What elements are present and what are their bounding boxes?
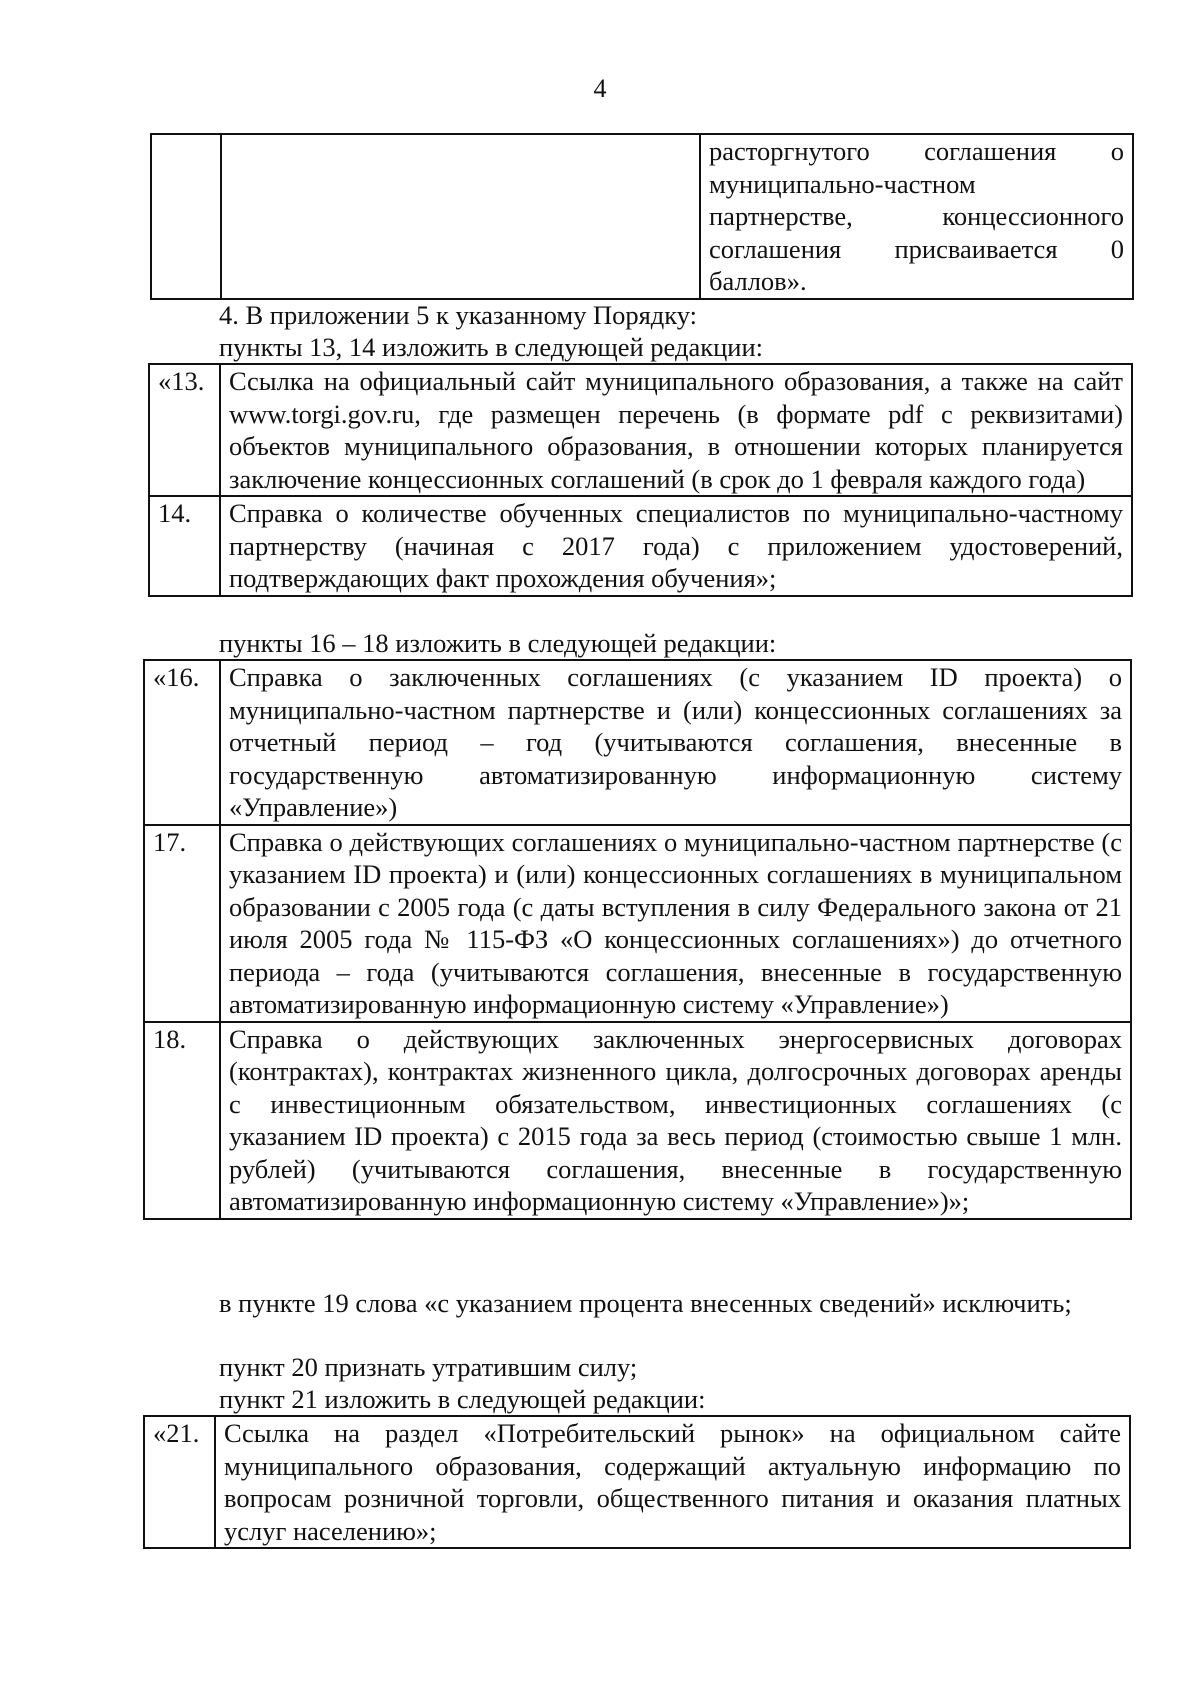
row-number: 17. xyxy=(144,825,220,1022)
table-continuation xyxy=(150,133,1134,300)
table-row xyxy=(144,825,1131,1022)
table-row xyxy=(149,364,1132,496)
paragraph-point-19: в пункте 19 слова «с указанием процента внесенных сведений» исключить; xyxy=(219,1288,1072,1318)
row-text: Справка о действующих соглашениях о муниципально-частном партнерстве (с указанием ID проекта) и (или) концессионных соглашениях в муниципальном образовании с 2005 года (с даты вступления в силу Федерального закона от 21 июля 2005 года № 115-ФЗ «О концессионных соглашениях») до отчетного периода – года (учитываются соглашения, внесенные в государственную автоматизированную информационную систему «Управление») xyxy=(220,825,1131,1022)
table-row xyxy=(144,1416,1130,1548)
row-number: «21. xyxy=(144,1416,215,1548)
table-row xyxy=(149,496,1132,596)
table-points-16-18 xyxy=(143,659,1132,1220)
table-cell-empty xyxy=(221,134,700,299)
table-row xyxy=(144,1022,1131,1219)
row-number: 18. xyxy=(144,1022,220,1219)
table-row xyxy=(151,134,1133,299)
row-number: «16. xyxy=(144,660,220,825)
table-cell-text: расторгнутого соглашения о муниципально-частном партнерстве, концессионного соглашения присваивается 0 баллов». xyxy=(700,134,1133,299)
page-number: 4 xyxy=(593,74,607,103)
paragraph-point-21: пункт 21 изложить в следующей редакции: xyxy=(219,1384,706,1414)
table-cell-empty xyxy=(151,134,221,299)
paragraph-point-20: пункт 20 признать утратившим силу; xyxy=(219,1352,638,1382)
row-text: Справка о заключенных соглашениях (с указанием ID проекта) о муниципально-частном партнерстве и (или) концессионных соглашениях за отчетный период – год (учитываются соглашения, внесенные в государственную автоматизированную информационную систему «Управление») xyxy=(220,660,1131,825)
row-text: Ссылка на раздел «Потребительский рынок» на официальном сайте муниципального образования, содержащий актуальную информацию по вопросам розничной торговли, общественного питания и оказания платных услуг населению»; xyxy=(215,1416,1130,1548)
table-point-21 xyxy=(143,1415,1131,1549)
paragraph-appendix-5: 4. В приложении 5 к указанному Порядку: xyxy=(219,300,698,330)
paragraph-points-16-18: пункты 16 – 18 изложить в следующей редакции: xyxy=(219,628,777,658)
paragraph-points-13-14: пункты 13, 14 изложить в следующей редакции: xyxy=(219,332,764,362)
row-text: Ссылка на официальный сайт муниципального образования, а также на сайт www.torgi.gov.ru, где размещен перечень (в формате pdf с реквизитами) объектов муниципального образования, в отношении которых планируется заключение концессионных соглашений (в срок до 1 февраля каждого года) xyxy=(220,364,1132,496)
row-number: 14. xyxy=(149,496,220,596)
table-row xyxy=(144,660,1131,825)
table-points-13-14 xyxy=(148,363,1133,597)
row-text: Справка о действующих заключенных энергосервисных договорах (контрактах), контрактах жизненного цикла, долгосрочных договорах аренды с инвестиционным обязательством, инвестиционных соглашениях (с указанием ID проекта) с 2015 года за весь период (стоимостью свыше 1 млн. рублей) (учитываются соглашения, внесенные в государственную автоматизированную информационную систему «Управление»)»; xyxy=(220,1022,1131,1219)
row-number: «13. xyxy=(149,364,220,496)
row-text: Справка о количестве обученных специалистов по муниципально-частному партнерству (начиная с 2017 года) с приложением удостоверений, подтверждающих факт прохождения обучения»; xyxy=(220,496,1132,596)
